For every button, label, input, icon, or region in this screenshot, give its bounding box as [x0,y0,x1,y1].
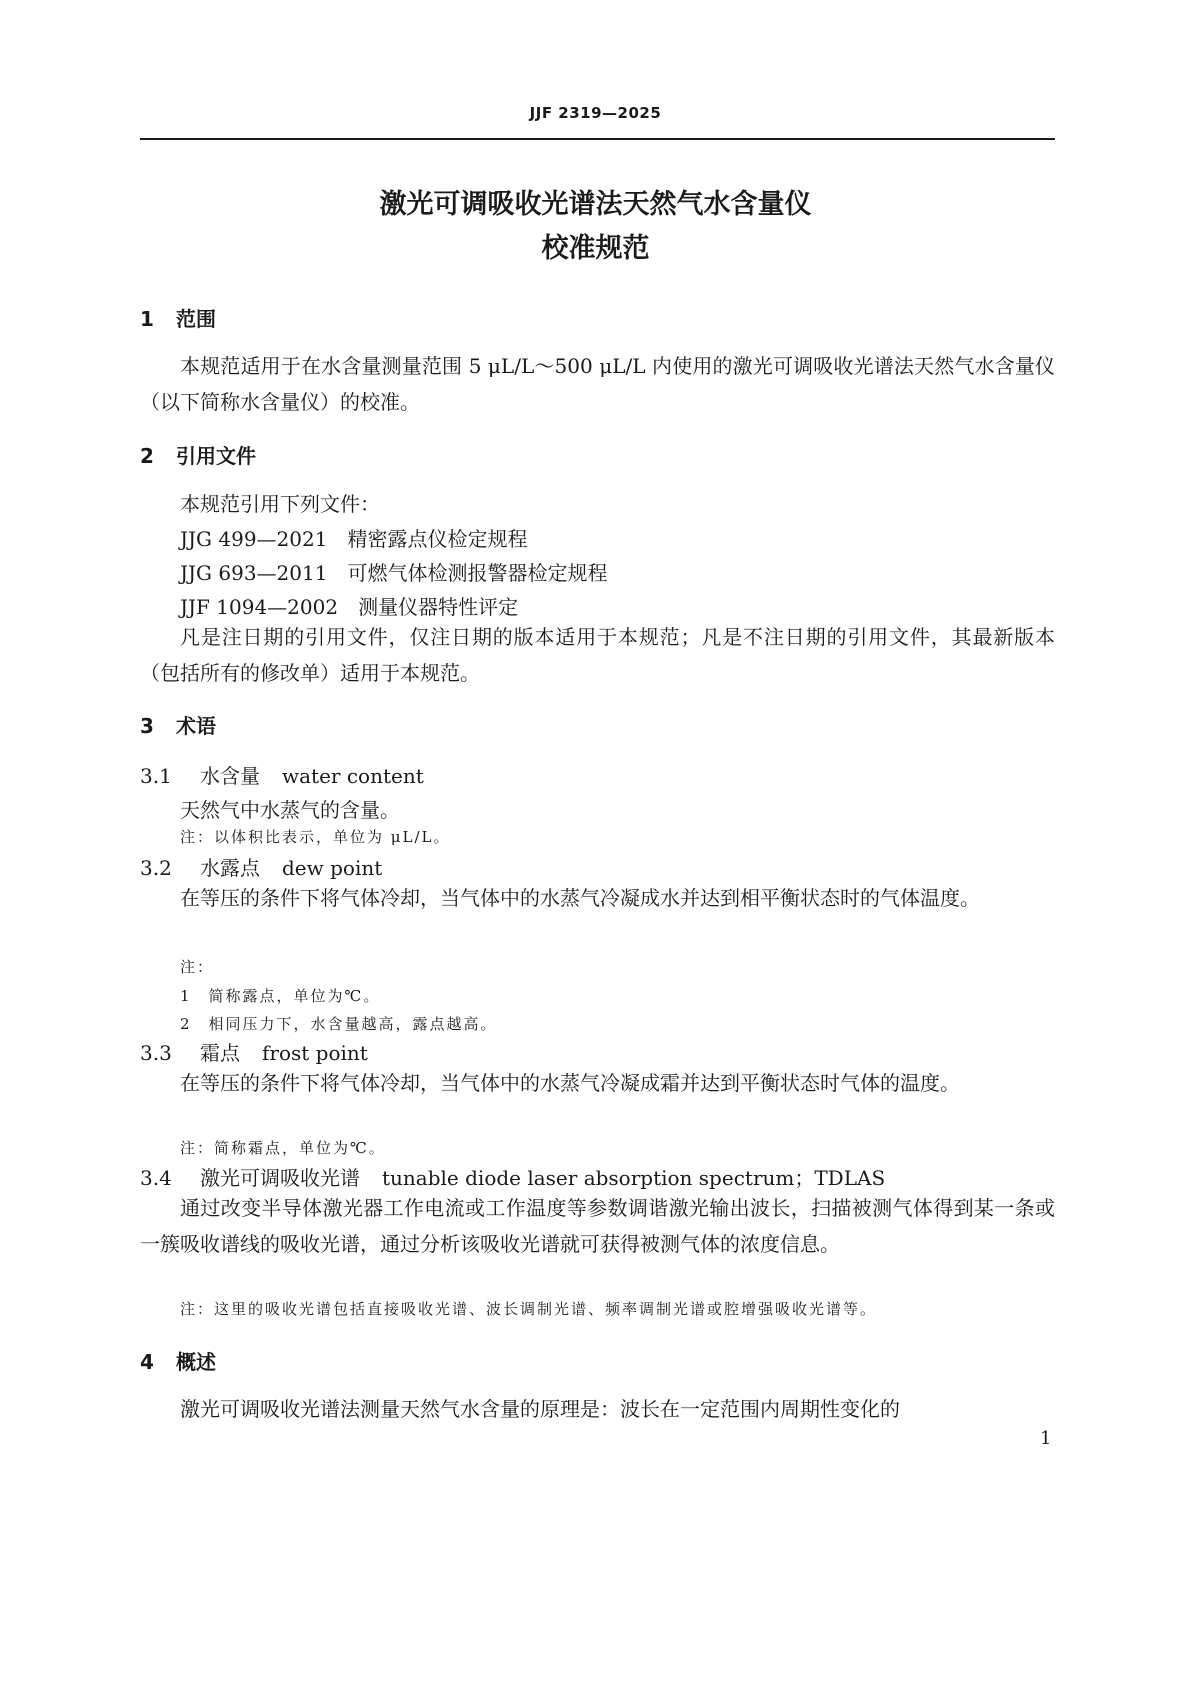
section-4-paragraph: 激光可调吸收光谱法测量天然气水含量的原理是：波长在一定范围内周期性变化的 [180,1397,900,1421]
term-note: 注：简称霜点，单位为℃。 [180,1139,386,1157]
term-definition: 在等压的条件下将气体冷却，当气体中的水蒸气冷凝成水并达到相平衡状态时的气体温度。 [180,886,980,910]
page-number: 1 [1040,1428,1052,1449]
term-number: 3.2 [140,856,172,880]
section-3-heading [140,710,216,739]
reference-code: JJF 1094—2002 [180,595,339,619]
section-2-heading [140,440,256,469]
term-cn: 霜点 [200,1041,240,1065]
reference-item [180,591,518,620]
term-number: 3.3 [140,1041,172,1065]
term-definition: 天然气中水蒸气的含量。 [180,798,400,822]
document-title-line1: 激光可调吸收光谱法天然气水含量仪 [379,189,812,220]
term-en: frost point [262,1041,368,1065]
references-rule-paragraph: 凡是注日期的引用文件，仅注日期的版本适用于本规范；凡是不注日期的引用文件，其最新版本（包括所有的修改单）适用于本规范。 [140,625,1055,685]
section-1-paragraph: 本规范适用于在水含量测量范围 5 μL/L～500 μL/L 内使用的激光可调吸收光谱法天然气水含量仪（以下简称水含量仪）的校准。 [140,354,1055,414]
term-note-item: 1 简称露点，单位为℃。 [180,987,381,1005]
reference-name: 精密露点仪检定规程 [347,527,528,551]
term-3-1 [140,760,424,789]
reference-item [180,523,527,552]
document-title-line2: 校准规范 [541,233,650,264]
term-en: dew point [282,856,383,880]
header-rule [140,138,1055,140]
reference-name: 可燃气体检测报警器检定规程 [347,561,608,585]
section-title: 引用文件 [176,444,256,468]
section-title: 术语 [176,714,216,738]
term-3-3 [140,1037,368,1066]
term-3-4 [140,1162,885,1191]
term-definition: 在等压的条件下将气体冷却，当气体中的水蒸气冷凝成霜并达到平衡状态时气体的温度。 [180,1071,960,1095]
term-note-head: 注： [180,958,215,976]
term-cn: 水露点 [200,856,260,880]
reference-item [180,557,607,586]
references-intro: 本规范引用下列文件： [180,492,380,516]
term-3-2 [140,852,382,881]
document-code-header: JJF 2319—2025 [529,104,662,122]
term-cn: 水含量 [200,764,260,788]
section-number: 3 [140,714,154,738]
section-number: 1 [140,307,154,331]
term-en: tunable diode laser absorption spectrum；TDLAS [382,1166,886,1190]
term-note: 注：这里的吸收光谱包括直接吸收光谱、波长调制光谱、频率调制光谱或腔增强吸收光谱等。 [180,1300,878,1318]
term-en: water content [282,764,424,788]
term-cn: 激光可调吸收光谱 [200,1166,360,1190]
section-4-heading [140,1346,216,1375]
term-number: 3.1 [140,764,172,788]
section-1-heading [140,303,216,332]
section-title: 范围 [176,307,216,331]
reference-code: JJG 499—2021 [180,527,328,551]
reference-name: 测量仪器特性评定 [358,595,519,619]
reference-code: JJG 693—2011 [180,561,328,585]
section-title: 概述 [176,1350,216,1374]
term-definition: 通过改变半导体激光器工作电流或工作温度等参数调谐激光输出波长，扫描被测气体得到某一条或一簇吸收谱线的吸收光谱，通过分析该吸收光谱就可获得被测气体的浓度信息。 [140,1196,1055,1256]
section-number: 2 [140,444,154,468]
term-number: 3.4 [140,1166,172,1190]
section-number: 4 [140,1350,154,1374]
term-note-item: 2 相同压力下，水含量越高，露点越高。 [180,1015,498,1033]
term-note: 注：以体积比表示，单位为 μL/L。 [180,828,451,846]
